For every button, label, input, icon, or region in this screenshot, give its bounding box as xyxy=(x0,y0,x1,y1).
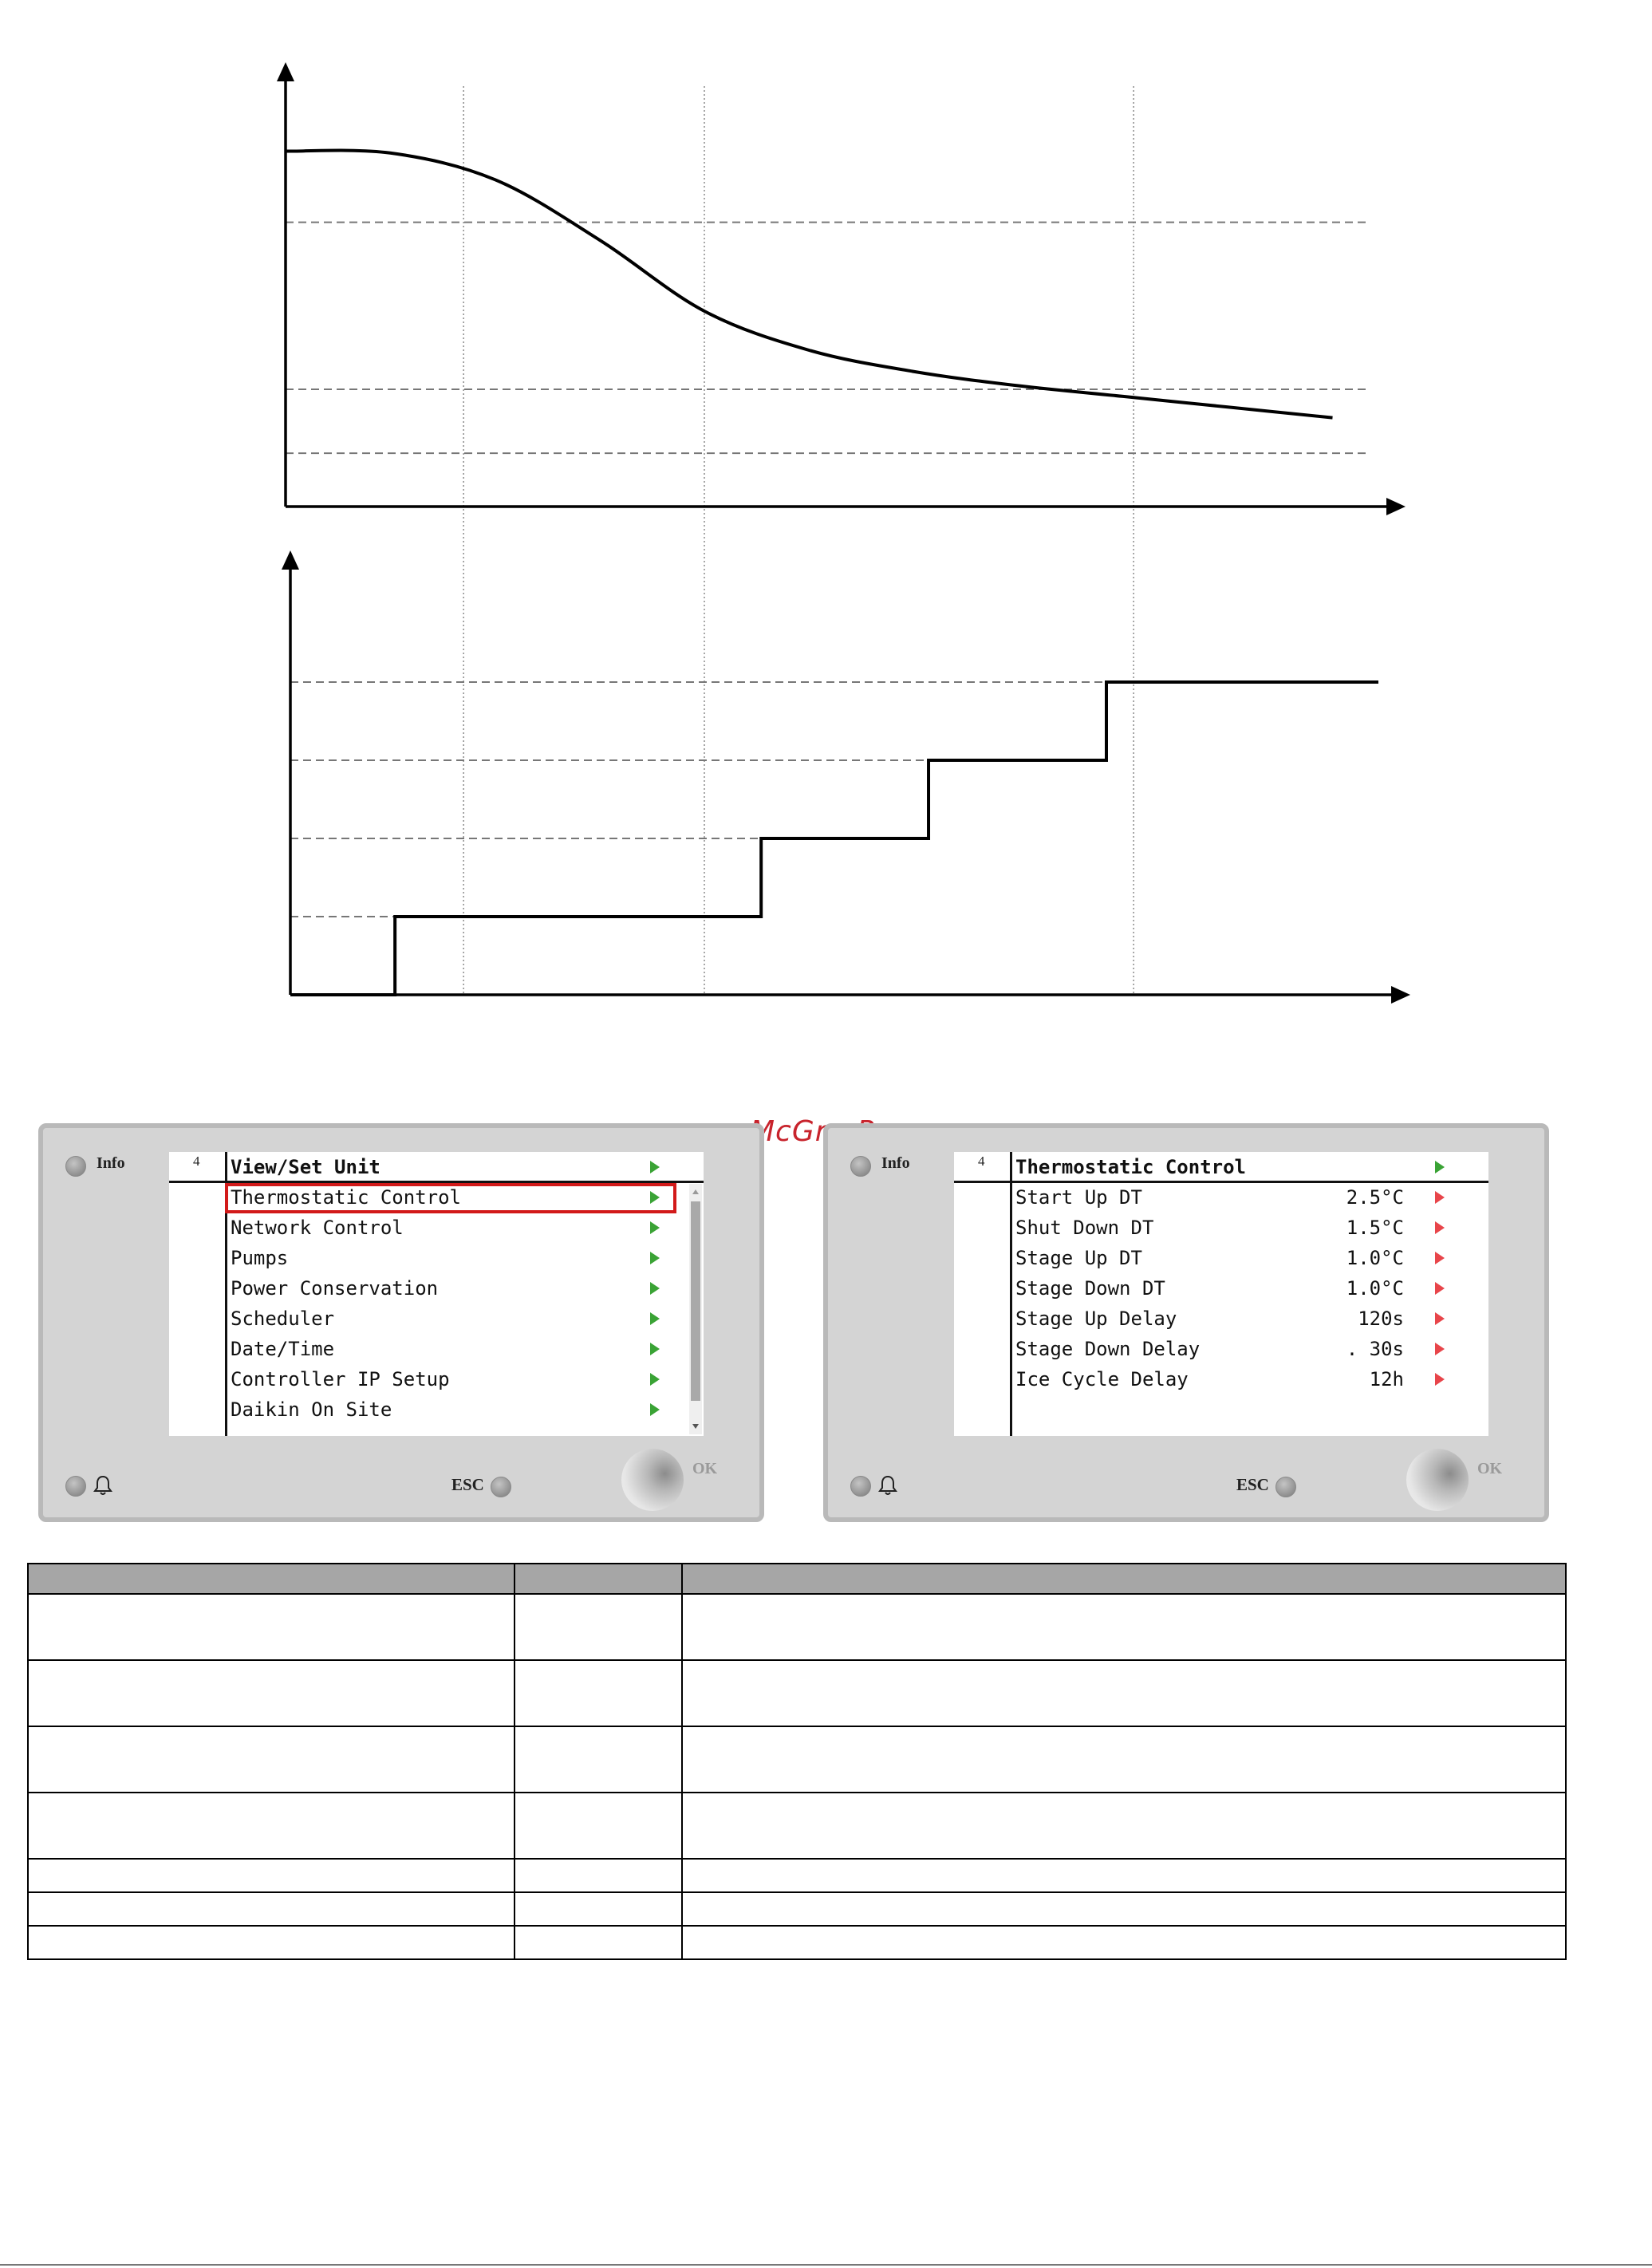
title-arrow-icon xyxy=(1434,1160,1445,1174)
param-ice-cycle-delay-value: 12h xyxy=(1369,1368,1404,1390)
menu-item-power-conservation[interactable]: Power Conservation xyxy=(231,1277,439,1300)
table-header-cell xyxy=(515,1564,682,1594)
table-cell xyxy=(682,1926,1566,1959)
item-arrow-icon xyxy=(1434,1281,1445,1296)
esc-led-button[interactable] xyxy=(1275,1477,1296,1497)
table-cell xyxy=(28,1660,515,1726)
item-arrow-icon xyxy=(1434,1342,1445,1356)
ok-knob[interactable] xyxy=(621,1449,684,1511)
menu-item-pumps[interactable]: Pumps xyxy=(231,1247,289,1269)
item-arrow-icon xyxy=(649,1311,660,1326)
item-arrow-icon xyxy=(1434,1221,1445,1235)
menu-item-daikin-on-site[interactable]: Daikin On Site xyxy=(231,1398,392,1421)
table-cell xyxy=(515,1859,682,1892)
table-cell xyxy=(515,1660,682,1726)
charts-figure xyxy=(0,0,1652,1037)
menu-item-date-time[interactable]: Date/Time xyxy=(231,1338,335,1360)
title-arrow-icon xyxy=(649,1160,660,1174)
menu-item-thermostatic-control[interactable]: Thermostatic Control xyxy=(231,1186,461,1209)
table-row xyxy=(28,1594,1566,1660)
esc-label: ESC xyxy=(1236,1475,1269,1494)
table-cell xyxy=(682,1793,1566,1859)
menu-title: Thermostatic Control xyxy=(1015,1156,1246,1178)
param-stage-up-dt[interactable]: Stage Up DT xyxy=(1015,1247,1142,1269)
screen-divider-vertical xyxy=(1010,1152,1012,1436)
scroll-up-icon[interactable] xyxy=(692,1189,699,1195)
scroll-thumb[interactable] xyxy=(691,1201,700,1401)
y-axis-arrow-icon xyxy=(282,550,299,570)
param-stage-down-dt[interactable]: Stage Down DT xyxy=(1015,1277,1165,1300)
table-cell xyxy=(682,1859,1566,1892)
table-header-row xyxy=(28,1564,1566,1594)
display-screen xyxy=(169,1152,704,1436)
alarm-led-button[interactable] xyxy=(850,1476,871,1497)
table-cell xyxy=(28,1793,515,1859)
x-axis-arrow-icon xyxy=(1391,986,1410,1004)
table-cell xyxy=(515,1892,682,1926)
table-row xyxy=(28,1660,1566,1726)
param-stage-up-delay-value: 120s xyxy=(1358,1308,1404,1330)
table-cell xyxy=(682,1594,1566,1660)
ok-knob[interactable] xyxy=(1406,1449,1469,1511)
esc-label: ESC xyxy=(451,1475,484,1494)
table-cell xyxy=(28,1594,515,1660)
hmi-panel-left xyxy=(38,1123,764,1522)
table-row xyxy=(28,1859,1566,1892)
item-arrow-icon xyxy=(1434,1311,1445,1326)
x-axis-arrow-icon xyxy=(1386,498,1406,515)
info-label: Info xyxy=(97,1154,125,1172)
item-arrow-icon xyxy=(649,1251,660,1265)
table-row xyxy=(28,1892,1566,1926)
menu-item-controller-ip-setup[interactable]: Controller IP Setup xyxy=(231,1368,450,1390)
table-row xyxy=(28,1726,1566,1793)
param-shut-down-dt-value: 1.5°C xyxy=(1346,1217,1404,1239)
info-label: Info xyxy=(881,1154,910,1172)
ok-label: OK xyxy=(1477,1460,1503,1477)
table-cell xyxy=(28,1926,515,1959)
info-led-button[interactable] xyxy=(850,1156,871,1177)
info-led-button[interactable] xyxy=(65,1156,86,1177)
page-number: 4 xyxy=(978,1154,985,1169)
param-ice-cycle-delay[interactable]: Ice Cycle Delay xyxy=(1015,1368,1189,1390)
stage-step-line xyxy=(290,682,1378,995)
table-header-cell xyxy=(682,1564,1566,1594)
table-cell xyxy=(682,1726,1566,1793)
table-row xyxy=(28,1793,1566,1859)
ok-label: OK xyxy=(692,1460,718,1477)
item-arrow-icon xyxy=(649,1281,660,1296)
table-cell xyxy=(28,1892,515,1926)
scrollbar[interactable] xyxy=(689,1184,702,1434)
param-stage-down-delay[interactable]: Stage Down Delay xyxy=(1015,1338,1201,1360)
item-arrow-icon xyxy=(649,1402,660,1417)
y-axis-arrow-icon xyxy=(277,62,294,81)
table-row xyxy=(28,1926,1566,1959)
esc-led-button[interactable] xyxy=(491,1477,511,1497)
item-arrow-icon xyxy=(649,1342,660,1356)
param-start-up-dt[interactable]: Start Up DT xyxy=(1015,1186,1142,1209)
table-cell xyxy=(682,1892,1566,1926)
item-arrow-icon xyxy=(649,1372,660,1386)
menu-item-network-control[interactable]: Network Control xyxy=(231,1217,404,1239)
item-arrow-icon xyxy=(1434,1251,1445,1265)
display-screen xyxy=(954,1152,1488,1436)
param-stage-up-delay[interactable]: Stage Up Delay xyxy=(1015,1308,1177,1330)
table-cell xyxy=(28,1859,515,1892)
table-cell xyxy=(28,1726,515,1793)
table-cell xyxy=(682,1660,1566,1726)
param-shut-down-dt[interactable]: Shut Down DT xyxy=(1015,1217,1154,1239)
item-arrow-icon xyxy=(1434,1372,1445,1386)
item-arrow-icon xyxy=(1434,1190,1445,1205)
table-cell xyxy=(515,1793,682,1859)
alarm-led-button[interactable] xyxy=(65,1476,86,1497)
bell-icon xyxy=(93,1474,113,1497)
menu-title: View/Set Unit xyxy=(231,1156,380,1178)
table-cell xyxy=(515,1594,682,1660)
bell-icon xyxy=(877,1474,898,1497)
param-stage-down-delay-value: . 30s xyxy=(1346,1338,1404,1360)
parameter-table xyxy=(27,1563,1567,1960)
item-arrow-icon xyxy=(649,1221,660,1235)
hmi-panel-right xyxy=(823,1123,1549,1522)
param-stage-down-dt-value: 1.0°C xyxy=(1346,1277,1404,1300)
table-cell xyxy=(515,1926,682,1959)
footer-rule xyxy=(0,2264,1652,2266)
param-start-up-dt-value: 2.5°C xyxy=(1346,1186,1404,1209)
page-number: 4 xyxy=(193,1154,200,1169)
temperature-curve xyxy=(286,151,1333,418)
menu-item-scheduler[interactable]: Scheduler xyxy=(231,1308,335,1330)
param-stage-up-dt-value: 1.0°C xyxy=(1346,1247,1404,1269)
scroll-down-icon[interactable] xyxy=(692,1423,699,1430)
table-cell xyxy=(515,1726,682,1793)
item-arrow-icon xyxy=(649,1190,660,1205)
table-header-cell xyxy=(28,1564,515,1594)
